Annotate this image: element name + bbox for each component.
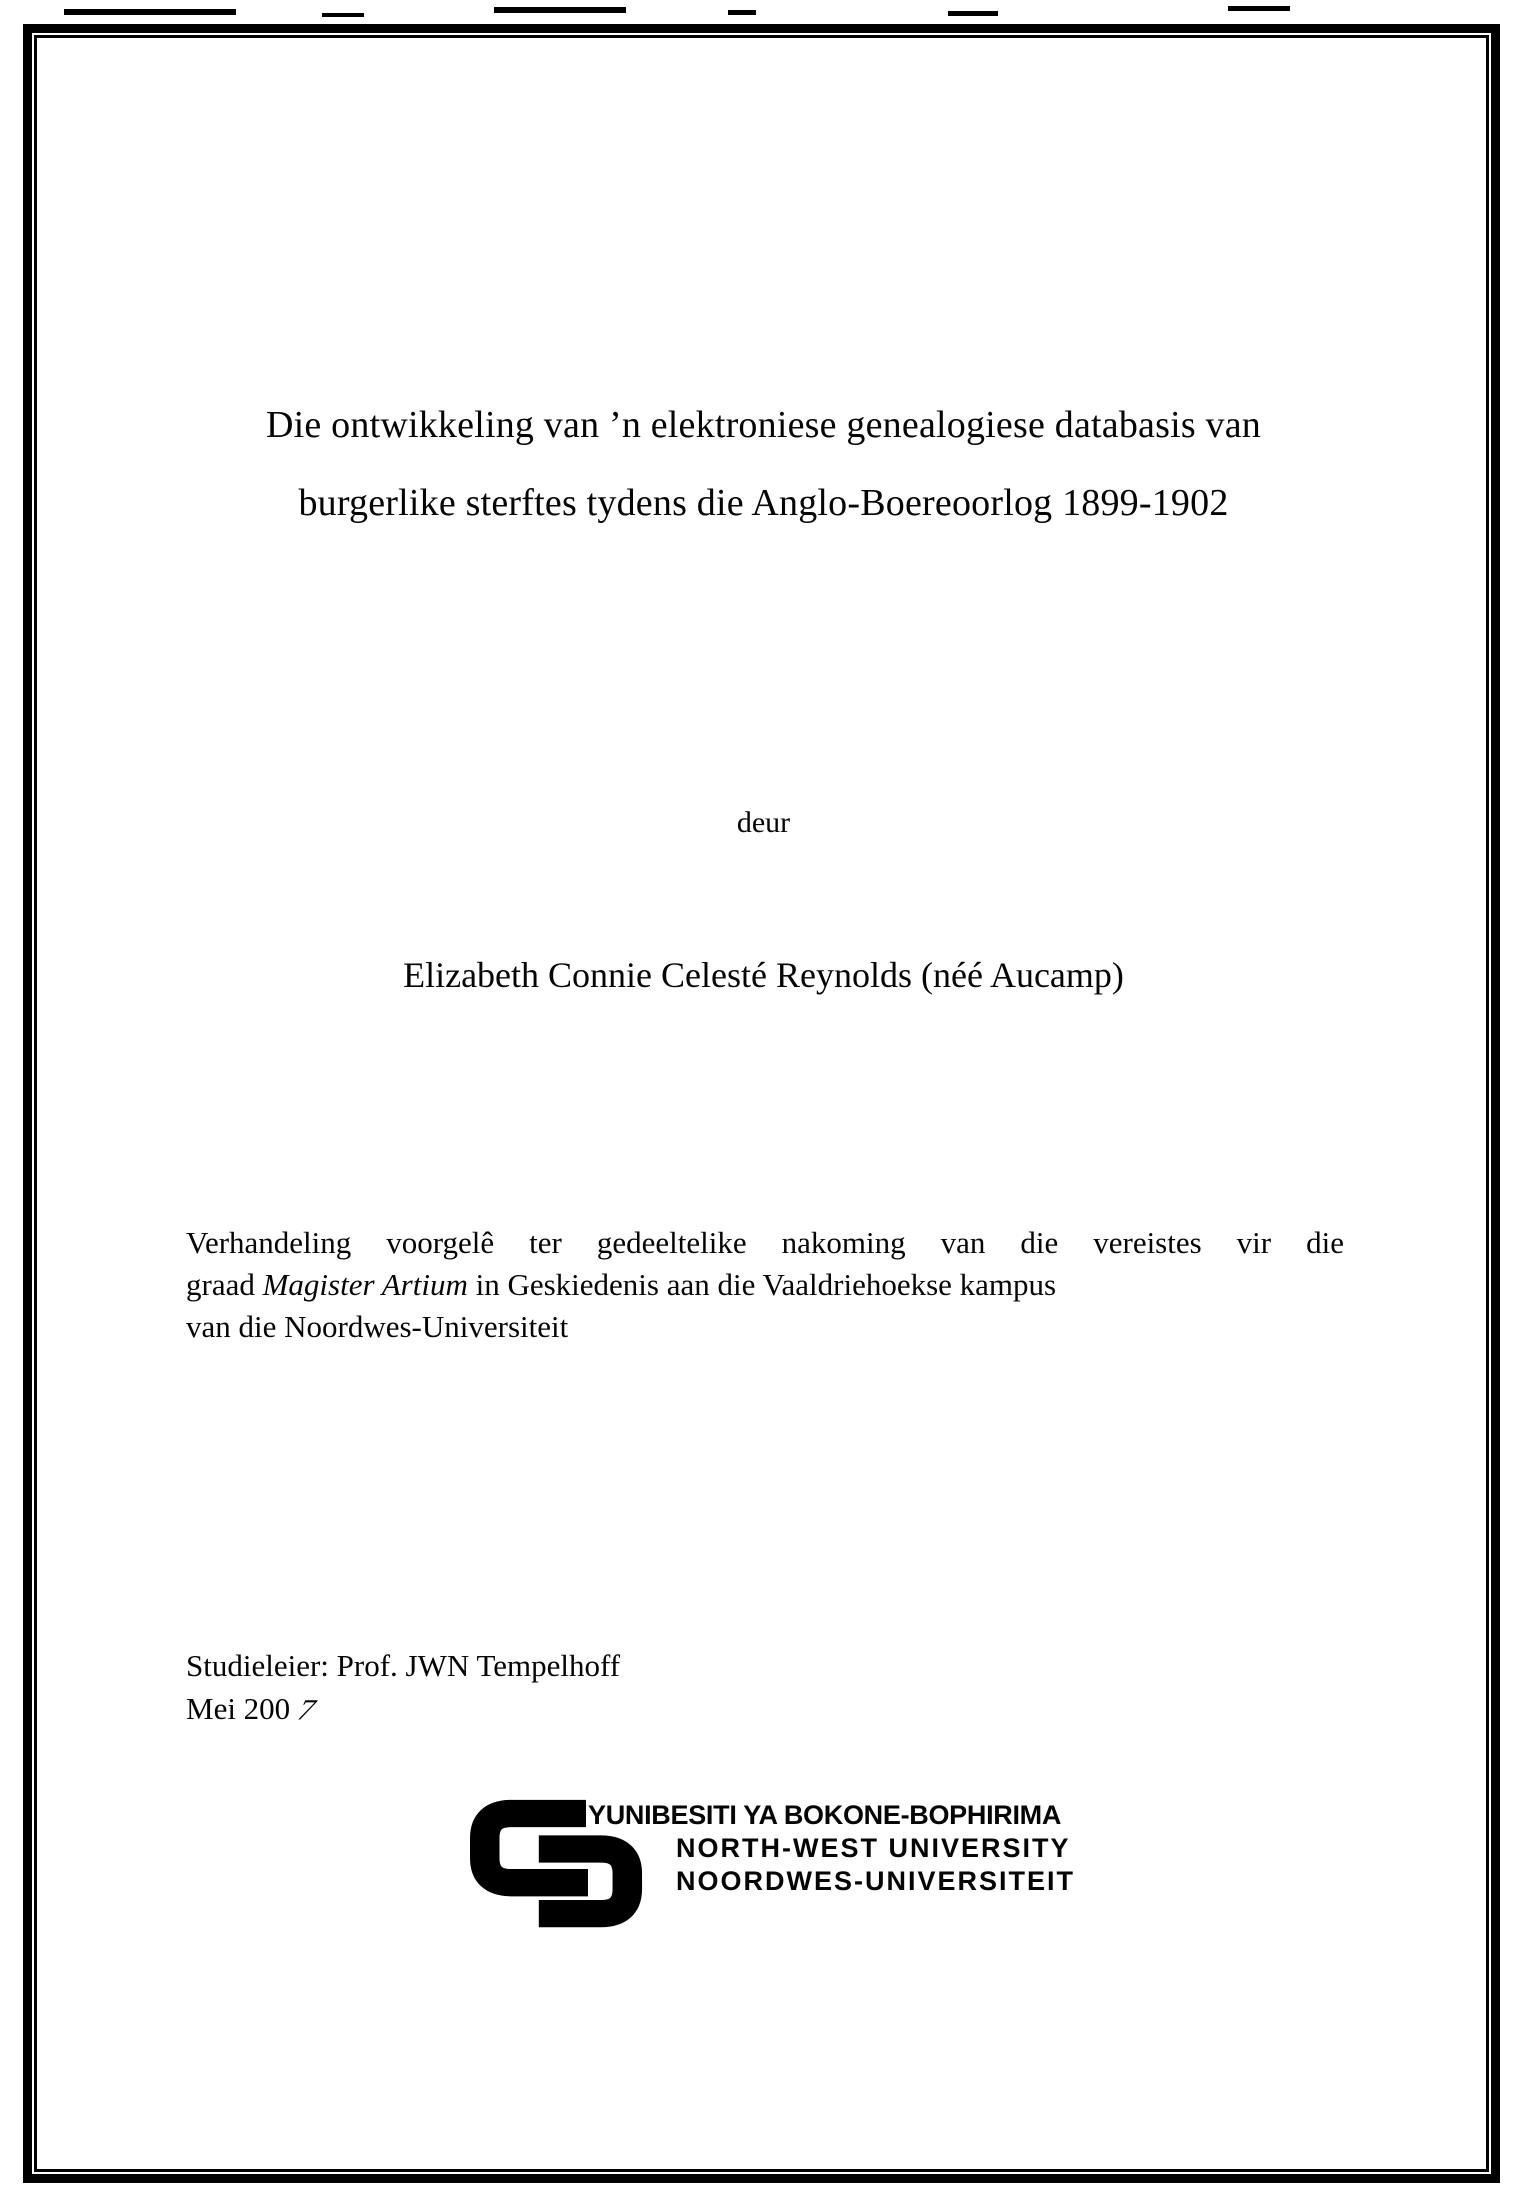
statement-line2-post: in Geskiedenis aan die Vaaldriehoekse kampus [467, 1267, 1057, 1302]
degree-name-italic: Magister Artium [262, 1267, 468, 1302]
logo-line-afrikaans: NOORDWES-UNIVERSITEIT [676, 1866, 1076, 1896]
date-line [186, 1687, 620, 1730]
university-logo-text [588, 1799, 1075, 1898]
date-prefix: Mei 200 [186, 1691, 291, 1726]
thesis-title-line1: Die ontwikkeling van ’n elektroniese genealogiese databasis van [266, 404, 1261, 446]
degree-statement [186, 1222, 1344, 1348]
thesis-title-line2: burgerlike sterftes tydens die Anglo-Boereoorlog 1899-1902 [298, 482, 1229, 524]
supervisor-line: Studieleier: Prof. JWN Tempelhoff [186, 1648, 621, 1683]
statement-line2-pre: graad [186, 1267, 263, 1302]
university-logo [470, 1798, 1090, 1948]
byline-deur: deur [736, 806, 791, 839]
supervisor-block [186, 1644, 620, 1730]
degree-statement-line2 [186, 1264, 1344, 1306]
date-last-digit: 7 [291, 1692, 323, 1727]
scan-artifact [322, 13, 364, 17]
scan-artifact [948, 11, 998, 16]
degree-statement-line1: Verhandeling voorgelê ter gedeeltelike nakoming van die vereistes vir die [186, 1225, 1344, 1260]
scan-artifact [728, 10, 756, 15]
thesis-title [90, 386, 1437, 542]
scan-artifact [494, 7, 626, 13]
author-name: Elizabeth Connie Celesté Reynolds (néé Aucamp) [403, 955, 1124, 995]
scan-artifact [64, 9, 236, 15]
logo-line-english: NORTH-WEST UNIVERSITY [676, 1833, 1071, 1863]
scan-artifact [1228, 6, 1290, 11]
logo-line-setswana: YUNIBESITI YA BOKONE-BOPHIRIMA [588, 1800, 1062, 1830]
degree-statement-line3: van die Noordwes-Universiteit [186, 1309, 569, 1344]
